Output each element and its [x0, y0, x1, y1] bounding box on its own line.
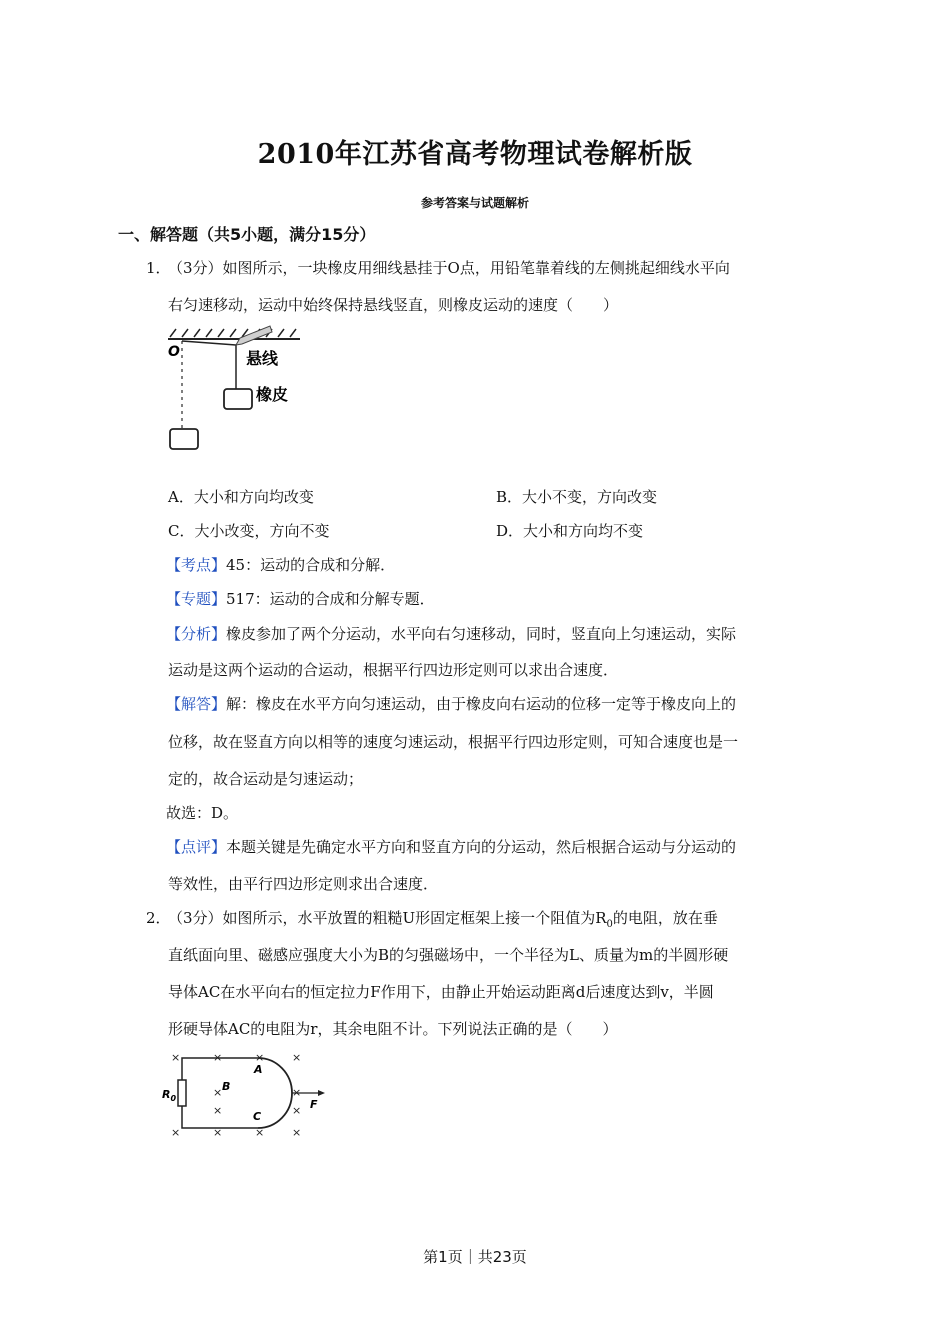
- fenxi-tag: 【分析】: [166, 625, 227, 643]
- fenxi-text-2: 运动是这两个运动的合运动，根据平行四边形定则可以求出合速度．: [168, 661, 619, 679]
- field-cross-mark: ×: [255, 1051, 265, 1064]
- field-cross-mark: ×: [292, 1051, 302, 1064]
- kaodian-tag: 【考点】: [166, 556, 227, 574]
- label-r0: $R_0$: [162, 1088, 177, 1103]
- field-cross-mark: ×: [213, 1126, 223, 1139]
- q2-stem-line1-b: 的电阻，放在垂: [612, 909, 718, 927]
- field-cross-mark: ×: [292, 1126, 302, 1139]
- section-heading: 一、解答题（共5小题，满分15分）: [118, 225, 376, 244]
- field-cross-mark: ×: [292, 1086, 302, 1099]
- jieda-text-3: 定的，故合运动是匀速运动；: [168, 770, 364, 788]
- zhuanti-tag: 【专题】: [166, 590, 227, 608]
- jieda-tag: 【解答】: [166, 695, 227, 713]
- q2-number: 2．: [146, 909, 171, 927]
- q2-figure: [158, 1046, 338, 1141]
- label-f: F: [310, 1098, 318, 1111]
- zhuanti-text: 517：运动的合成和分解专题．: [226, 590, 435, 608]
- q1-dianping: [166, 837, 736, 857]
- field-cross-mark: ×: [213, 1104, 223, 1117]
- q1-stem-line1: （3分）如图所示，一块橡皮用细线悬挂于O点，用铅笔靠着线的左侧挑起细线水平向: [168, 259, 730, 277]
- page-footer: 第1页｜共23页: [423, 1248, 527, 1266]
- field-cross-mark: ×: [213, 1086, 223, 1099]
- q1-jieda: [166, 694, 736, 714]
- q2-stem-line3: 导体AC在水平向右的恒定拉力F作用下，由静止开始运动距离d后速度达到v，半圆: [168, 983, 714, 1001]
- jieda-text-2: 位移，故在竖直方向以相等的速度匀速运动，根据平行四边形定则，可知合速度也是一: [168, 733, 739, 751]
- field-cross-mark: ×: [292, 1104, 302, 1117]
- field-cross-mark: ×: [171, 1126, 181, 1139]
- q1-option-d: D．大小和方向均不变: [496, 522, 644, 540]
- magnetic-field-crosses: [171, 1051, 301, 1139]
- label-eraser: 橡皮: [256, 385, 289, 404]
- q1-kaodian: [166, 555, 395, 575]
- q1-stem-line2: 右匀速移动，运动中始终保持悬线竖直，则橡皮运动的速度（ ）: [168, 296, 619, 314]
- field-cross-mark: ×: [255, 1126, 265, 1139]
- label-o: O: [168, 344, 180, 360]
- dianping-text-1: 本题关键是先确定水平方向和竖直方向的分运动，然后根据合运动与分运动的: [226, 838, 737, 856]
- eraser-block: [224, 389, 252, 409]
- jieda-text-1: 解：橡皮在水平方向匀速运动，由于橡皮向右运动的位移一定等于橡皮向上的: [226, 695, 737, 713]
- initial-eraser: [170, 429, 198, 449]
- page-title: 2010年江苏省高考物理试卷解析版: [257, 139, 693, 170]
- q1-option-b: B．大小不变，方向改变: [496, 488, 658, 506]
- q1-number: 1．: [146, 259, 171, 277]
- q2-stem-line4: 形硬导体AC的电阻为r，其余电阻不计。下列说法正确的是（ ）: [168, 1020, 618, 1038]
- q1-answer: 故选：D。: [166, 804, 239, 822]
- semicircle-conductor-ac: [258, 1058, 292, 1128]
- resistor-r0: [178, 1080, 186, 1106]
- q1-fenxi: [166, 624, 736, 644]
- ceiling-hatch: [168, 329, 300, 339]
- q1-figure: [160, 322, 310, 457]
- q1-option-a: A．大小和方向均改变: [168, 488, 314, 506]
- fenxi-text-1: 橡皮参加了两个分运动，水平向右匀速移动，同时，竖直向上匀速运动，实际: [226, 625, 737, 643]
- label-c: C: [253, 1110, 262, 1123]
- field-cross-mark: ×: [171, 1051, 181, 1064]
- q1-option-c: C．大小改变，方向不变: [168, 522, 330, 540]
- page-subtitle: 参考答案与试题解析: [420, 196, 529, 210]
- field-cross-mark: ×: [213, 1051, 223, 1064]
- q1-zhuanti: [166, 589, 435, 609]
- q2-r-subscript: 0: [606, 919, 613, 930]
- label-a: A: [254, 1063, 263, 1076]
- q2-stem-line1: [168, 908, 718, 935]
- force-arrowhead: [318, 1090, 325, 1096]
- dianping-tag: 【点评】: [166, 838, 227, 856]
- label-thread: 悬线: [246, 349, 279, 368]
- thread-top: [182, 341, 236, 345]
- q2-stem-line1-a: （3分）如图所示，水平放置的粗糙U形固定框架上接一个阻值为R: [168, 909, 607, 927]
- kaodian-text: 45：运动的合成和分解．: [226, 556, 396, 574]
- dianping-text-2: 等效性，由平行四边形定则求出合速度．: [168, 875, 439, 893]
- q2-stem-line2: 直纸面向里、磁感应强度大小为B的匀强磁场中，一个半径为L、质量为m的半圆形硬: [168, 946, 729, 964]
- label-b: B: [222, 1080, 231, 1093]
